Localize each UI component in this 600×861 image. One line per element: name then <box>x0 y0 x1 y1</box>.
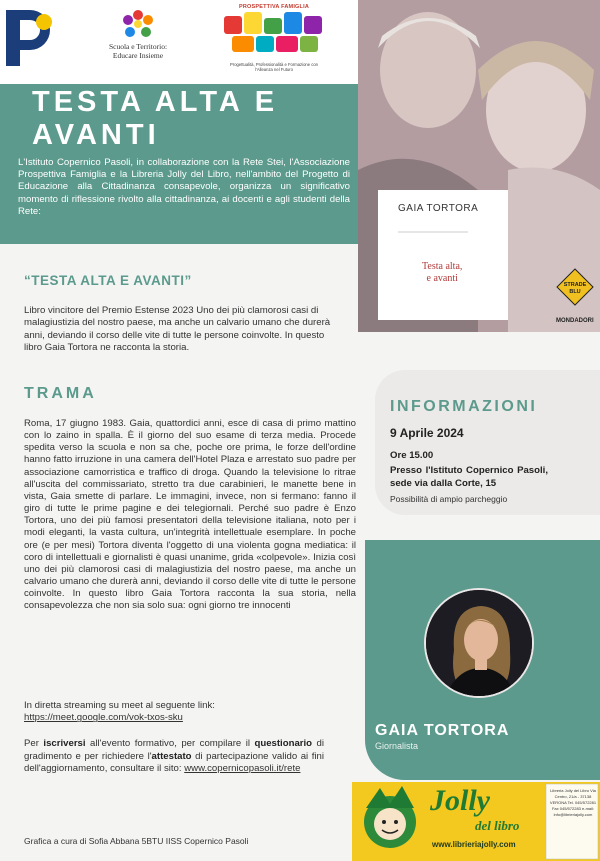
pf-title: PROSPETTIVA FAMIGLIA <box>238 4 309 10</box>
info-heading: INFORMAZIONI <box>390 398 538 415</box>
event-date: 9 Aprile 2024 <box>390 426 464 440</box>
streaming-text: In diretta streaming su meet al seguente link: <box>24 700 215 711</box>
parking-note: Possibilità di ampio parcheggio <box>390 494 508 504</box>
jolly-url[interactable]: www.librieriajolly.com <box>432 840 516 849</box>
registration-info <box>24 738 324 776</box>
speaker-photo <box>424 588 534 698</box>
site-link[interactable]: www.copernicopasoli.it/rete <box>184 763 301 775</box>
cover-publisher: MONDADORI <box>556 318 594 324</box>
speaker-portrait <box>426 590 534 698</box>
intro-text: L'Istituto Copernico Pasoli, in collaborazione con la Rete Stei, l'Associazione Prospettiva Famiglia e la Libreria Jolly del Libro, nell'ambito del Progetto di Educazione alla Cittadinanza consapevole, organizza un significativo momento di riflessione rivolto alla cittadinanza, ai docenti e agli studenti della Rete: <box>18 157 350 217</box>
scuola-line-2: Educare Insieme <box>112 51 164 60</box>
copernico-logo <box>0 2 58 74</box>
cover-author: GAIA TORTORA <box>398 203 479 214</box>
cover-text-panel <box>384 195 504 305</box>
prospettiva-famiglia-logo <box>222 4 326 74</box>
book-heading: “TESTA ALTA E AVANTI” <box>24 273 192 288</box>
page-title: TESTA ALTA E AVANTI <box>32 86 279 151</box>
register-bold-questionario: questionario <box>254 738 313 749</box>
register-text-3: di gradimento e per richiedere l' <box>24 738 324 762</box>
book-description: Libro vincitore del Premio Estense 2023 Uno dei più clamorosi casi di malagiustizia del nostro paese, ma anche un calvario umano che durerà anni, deviando il corso delle vite di tutte le persone coinvolte. In questo libro Gaia Tortora ne racconta la storia. <box>24 305 331 353</box>
scuola-line-1: Scuola e Territorio: <box>108 42 168 51</box>
jolly-address: Libreria Jolly del Libro Via Centro, 21/a - 37138 VERONA Tel. 045/572281 Fax 045/572283 e-mail: info@librieriajolly.com <box>549 788 597 817</box>
cover-title-line-1: Testa alta, <box>422 261 463 272</box>
pf-tagline: Progettualità, Professionalità e Formazione con l'Alleanza nel Futuro <box>230 62 318 72</box>
badge-text: STRADE <box>563 282 587 288</box>
flower-icon <box>120 8 156 40</box>
trama-heading: TRAMA <box>24 385 97 402</box>
register-text-4: di partecipazione valido ai fini dell'aggiornamento, consultare il sito: <box>24 750 325 775</box>
register-bold-attestato: attestato <box>151 750 192 762</box>
svg-text:BLU: BLU <box>569 289 581 295</box>
speaker-name: GAIA TORTORA <box>375 722 510 739</box>
jolly-title: Jolly <box>430 784 490 817</box>
meet-link[interactable]: https://meet.google.com/vok-txos-sku <box>24 712 183 724</box>
streaming-info <box>24 700 304 725</box>
jolly-subtitle: del libro <box>475 818 520 833</box>
scuola-territorio-logo <box>92 4 184 72</box>
strade-blu-badge <box>556 268 594 306</box>
register-text-1: Per <box>24 738 44 749</box>
puzzle-family-icon <box>222 10 326 56</box>
trama-body: Roma, 17 giugno 1983. Gaia, quattordici anni, esce di casa di primo mattino con lo zaino in spalla. È il giorno del suo esame di terza media. Procede spedita verso la scuola e non sa che, poche ore prima, le forze dell'ordine hanno fatto irruzione in una camera dell'Hotel Plaza e arrestato suo padre per associazione camorristica e traffico di droga. Quando la televisione lo ritrae all'uscita del commissariato, stretto tra due carabinieri, le manette bene in vista, Gaia smette di parlare. Le immagini, invece, non si fermano: fanno il giro di tutte le prime pagine e dei telegiornali. Perché suo padre è Enzo Tortora, uno dei più famosi presentatori della televisione italiana, noto per i modi eleganti, la vasta cultura, un'integrità intellettuale esemplare. In poche ore (e per mesi) Tortora diventa l'oggetto di una violenta gogna mediatica: il coro di intellettuali e giornalisti è quasi unanime, grida «colpevole». Inizia così uno dei più clamorosi casi di malagiustizia del nostro paese, ma anche un calvario umano che durerà anni, deviando il corso delle vite di tutte le persone coinvolte. In questo libro Gaia Tortora racconta la sua storia, nella consapevolezza che non sia solo sua: ogni giorno tre innocenti <box>24 418 356 612</box>
credits: Grafica a cura di Sofia Abbana 5BTU IISS Copernico Pasoli <box>24 836 249 846</box>
cover-title-line-2: e avanti <box>426 273 458 284</box>
register-bold-iscriversi: iscriversi <box>43 738 86 749</box>
event-place: Presso l'Istituto Copernico Pasoli, sede via dalla Corte, 15 <box>390 465 548 489</box>
speaker-role: Giornalista <box>375 741 419 751</box>
register-text-2: all'evento formativo, per compilare il <box>85 738 255 749</box>
event-time: Ore 15.00 <box>390 450 434 461</box>
cover-title <box>422 261 462 285</box>
